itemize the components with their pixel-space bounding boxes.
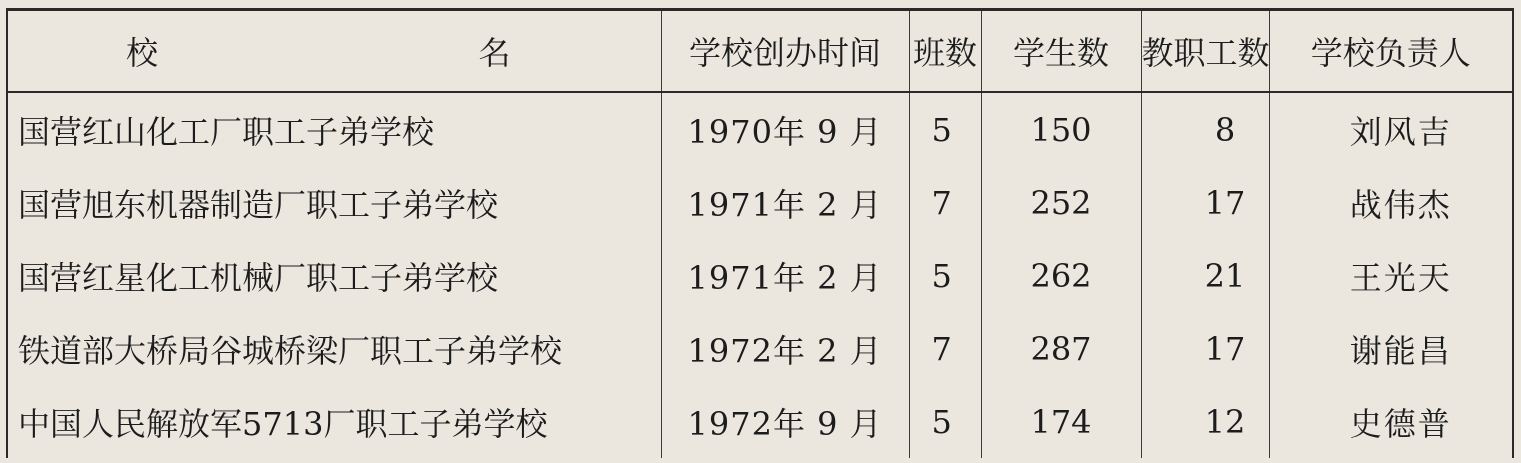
school-name-cell: 中国人民解放军5713厂职工子弟学校 <box>7 385 661 458</box>
table-row <box>7 239 1513 312</box>
header-row <box>7 10 1513 93</box>
header-principal: 学校负责人 <box>1269 10 1513 93</box>
school-name-cell: 国营旭东机器制造厂职工子弟学校 <box>7 166 661 239</box>
school-name-cell: 国营红山化工厂职工子弟学校 <box>7 92 661 166</box>
classes-cell: 5 <box>909 239 981 312</box>
header-name-right: 名 <box>478 34 511 72</box>
principal-cell: 谢能昌 <box>1269 312 1513 385</box>
founded-cell: 1971年 2 月 <box>661 239 909 312</box>
founded-cell: 1972年 2 月 <box>661 312 909 385</box>
founded-cell: 1970年 9 月 <box>661 92 909 166</box>
staff-cell: 17 <box>1141 166 1269 239</box>
header-founded: 学校创办时间 <box>661 10 909 93</box>
header-school-name <box>7 10 661 93</box>
founded-cell: 1971年 2 月 <box>661 166 909 239</box>
students-cell: 174 <box>981 385 1141 458</box>
table-row <box>7 312 1513 385</box>
staff-cell: 8 <box>1141 92 1269 166</box>
founded-cell: 1972年 9 月 <box>661 385 909 458</box>
students-cell: 150 <box>981 92 1141 166</box>
school-roster-table <box>6 8 1514 458</box>
school-name-cell: 铁道部大桥局谷城桥梁厂职工子弟学校 <box>7 312 661 385</box>
classes-cell: 7 <box>909 166 981 239</box>
header-classes: 班数 <box>909 10 981 93</box>
staff-cell: 17 <box>1141 312 1269 385</box>
students-cell: 287 <box>981 312 1141 385</box>
header-students: 学生数 <box>981 10 1141 93</box>
staff-cell: 21 <box>1141 239 1269 312</box>
header-staff: 教职工数 <box>1141 10 1269 93</box>
students-cell: 252 <box>981 166 1141 239</box>
principal-cell: 刘风吉 <box>1269 92 1513 166</box>
classes-cell: 7 <box>909 312 981 385</box>
table-row <box>7 92 1513 166</box>
principal-cell: 战伟杰 <box>1269 166 1513 239</box>
classes-cell: 5 <box>909 385 981 458</box>
table-row <box>7 385 1513 458</box>
principal-cell: 史德普 <box>1269 385 1513 458</box>
staff-cell: 12 <box>1141 385 1269 458</box>
table-row <box>7 166 1513 239</box>
students-cell: 262 <box>981 239 1141 312</box>
school-name-cell: 国营红星化工机械厂职工子弟学校 <box>7 239 661 312</box>
principal-cell: 王光天 <box>1269 239 1513 312</box>
classes-cell: 5 <box>909 92 981 166</box>
header-name-left: 校 <box>126 34 159 72</box>
